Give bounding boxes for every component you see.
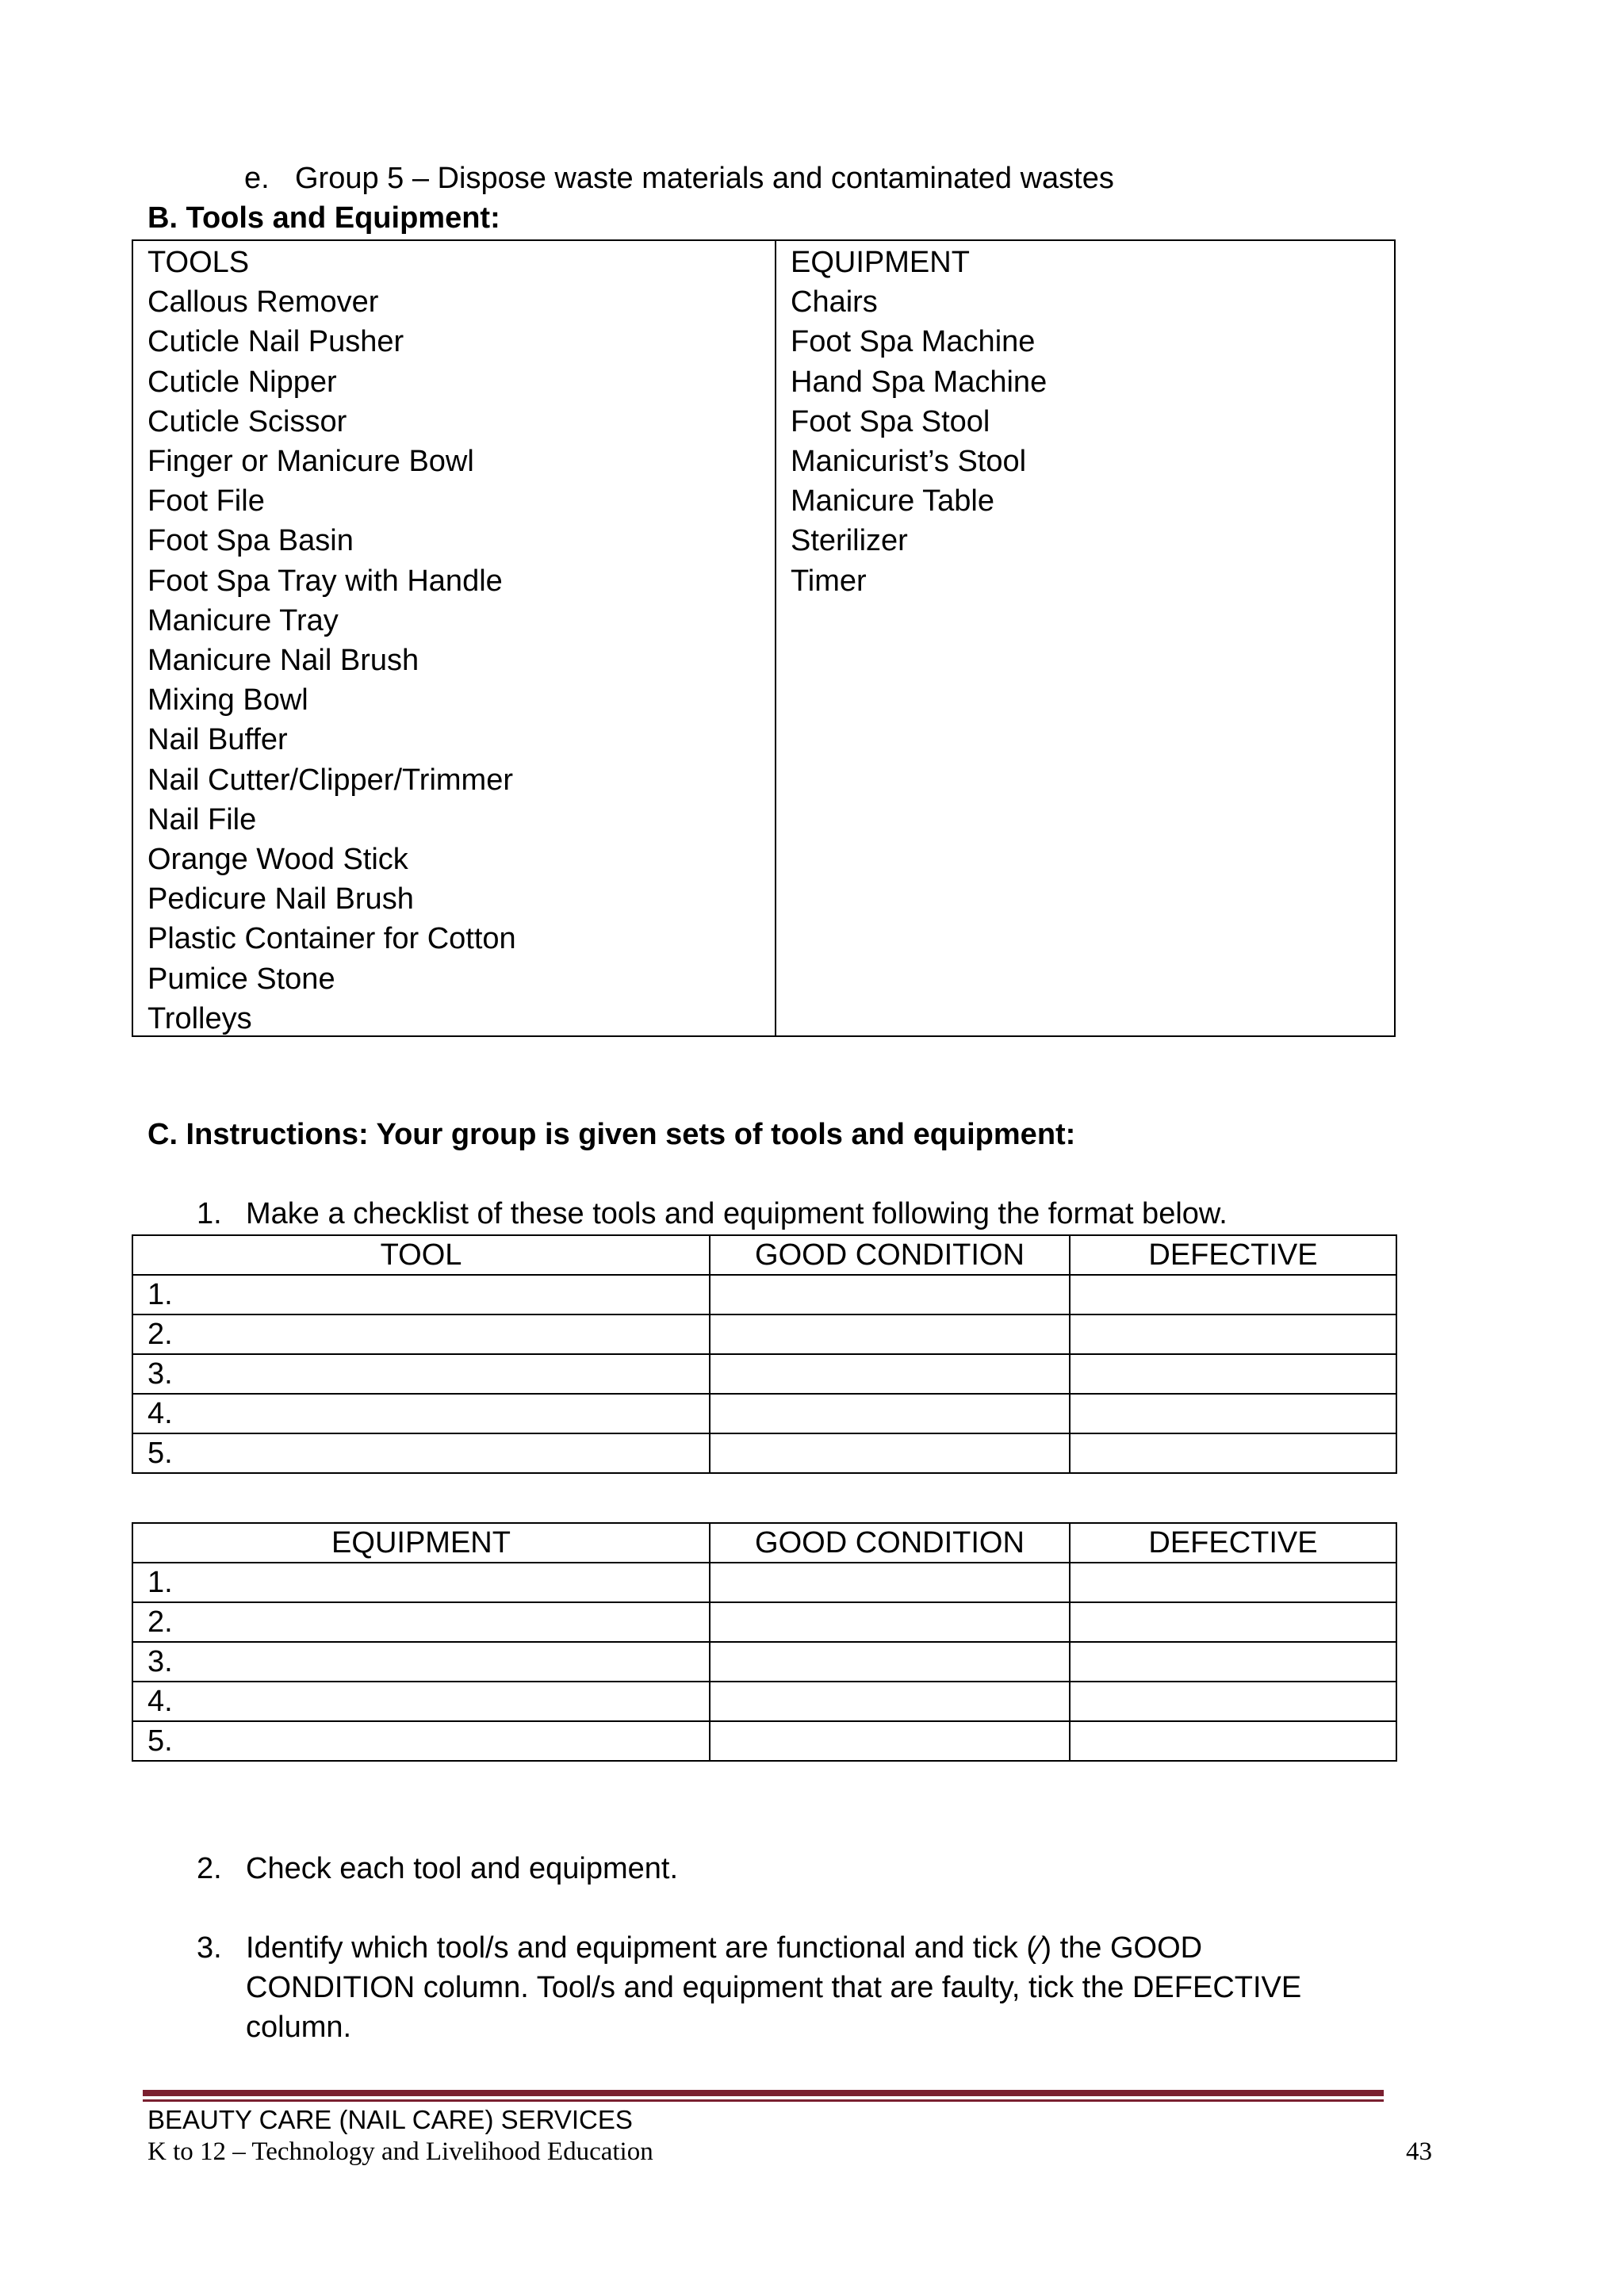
step1-text: Make a checklist of these tools and equipment following the format below. bbox=[246, 1197, 1228, 1230]
footer-subtitle: K to 12 – Technology and Livelihood Education bbox=[147, 2137, 653, 2166]
tool-item: Manicure Nail Brush bbox=[147, 644, 419, 678]
equipment-good-condition-cell[interactable] bbox=[710, 1602, 1070, 1642]
equipment-row-number: 2. bbox=[132, 1602, 710, 1642]
equipment-header-cell: GOOD CONDITION bbox=[710, 1523, 1070, 1563]
tool-defective-cell[interactable] bbox=[1070, 1354, 1396, 1394]
tool-row-number: 3. bbox=[132, 1354, 710, 1394]
tool-item: Cuticle Nipper bbox=[147, 365, 337, 399]
tool-item: Nail Buffer bbox=[147, 723, 288, 757]
equipment-row-number: 3. bbox=[132, 1642, 710, 1682]
tool-row-number: 2. bbox=[132, 1314, 710, 1354]
step2-number: 2. bbox=[197, 1852, 222, 1885]
tool-item: Pedicure Nail Brush bbox=[147, 882, 414, 916]
equipment-item: Hand Spa Machine bbox=[791, 365, 1048, 399]
step3-line2: CONDITION column. Tool/s and equipment that are faulty, tick the DEFECTIVE bbox=[246, 1971, 1302, 2004]
table-row bbox=[132, 1314, 1396, 1354]
step3-line3: column. bbox=[246, 2011, 352, 2044]
equipment-row-number: 1. bbox=[132, 1563, 710, 1602]
table-row bbox=[132, 1433, 1396, 1473]
tool-good-condition-cell[interactable] bbox=[710, 1354, 1070, 1394]
page-number: 43 bbox=[1406, 2137, 1432, 2166]
equipment-item: Sterilizer bbox=[791, 524, 908, 558]
tool-good-condition-cell[interactable] bbox=[710, 1275, 1070, 1314]
footer-title: BEAUTY CARE (NAIL CARE) SERVICES bbox=[147, 2105, 633, 2134]
tool-good-condition-cell[interactable] bbox=[710, 1314, 1070, 1354]
equipment-item: Chairs bbox=[791, 285, 878, 320]
tool-header-cell: DEFECTIVE bbox=[1070, 1235, 1396, 1275]
tool-item: Trolleys bbox=[147, 1001, 252, 1035]
footer-rule-thin bbox=[143, 2099, 1384, 2102]
tools-header: TOOLS bbox=[147, 246, 250, 279]
tool-item: Pumice Stone bbox=[147, 962, 335, 996]
table-row bbox=[132, 1275, 1396, 1314]
table-row bbox=[132, 1394, 1396, 1433]
equipment-header-cell: DEFECTIVE bbox=[1070, 1523, 1396, 1563]
tool-good-condition-cell[interactable] bbox=[710, 1394, 1070, 1433]
tool-row-number: 4. bbox=[132, 1394, 710, 1433]
equipment-good-condition-cell[interactable] bbox=[710, 1563, 1070, 1602]
tool-item: Nail Cutter/Clipper/Trimmer bbox=[147, 763, 513, 797]
equipment-item: Foot Spa Machine bbox=[791, 325, 1036, 359]
tool-item: Foot File bbox=[147, 484, 265, 519]
table-divider bbox=[775, 241, 776, 1035]
step2-text: Check each tool and equipment. bbox=[246, 1852, 679, 1885]
equipment-row-number: 4. bbox=[132, 1682, 710, 1721]
section-b-heading: B. Tools and Equipment: bbox=[147, 201, 500, 235]
footer-rule bbox=[143, 2090, 1384, 2096]
tool-header-cell: GOOD CONDITION bbox=[710, 1235, 1070, 1275]
tool-row-number: 1. bbox=[132, 1275, 710, 1314]
group5-item: Group 5 – Dispose waste materials and contaminated wastes bbox=[295, 162, 1114, 195]
table-row bbox=[132, 1354, 1396, 1394]
equipment-good-condition-cell[interactable] bbox=[710, 1721, 1070, 1761]
tool-checklist-table bbox=[132, 1234, 1397, 1474]
equipment-defective-cell[interactable] bbox=[1070, 1721, 1396, 1761]
equipment-defective-cell[interactable] bbox=[1070, 1602, 1396, 1642]
tool-item: Plastic Container for Cotton bbox=[147, 922, 516, 956]
step3-line1: Identify which tool/s and equipment are functional and tick (⁄) the GOOD bbox=[246, 1931, 1203, 1965]
table-row bbox=[132, 1642, 1396, 1682]
equipment-defective-cell[interactable] bbox=[1070, 1682, 1396, 1721]
equipment-header-cell: EQUIPMENT bbox=[132, 1523, 710, 1563]
equipment-item: Manicurist’s Stool bbox=[791, 445, 1027, 479]
tool-item: Foot Spa Basin bbox=[147, 524, 354, 558]
tools-equipment-table bbox=[132, 239, 1396, 1037]
step1-number: 1. bbox=[197, 1197, 222, 1230]
tool-item: Mixing Bowl bbox=[147, 683, 308, 718]
equipment-header: EQUIPMENT bbox=[791, 246, 970, 279]
table-row bbox=[132, 1563, 1396, 1602]
tool-defective-cell[interactable] bbox=[1070, 1433, 1396, 1473]
tools-column bbox=[147, 243, 516, 1039]
equipment-column bbox=[791, 243, 1047, 601]
tool-row-number: 5. bbox=[132, 1433, 710, 1473]
tool-defective-cell[interactable] bbox=[1070, 1394, 1396, 1433]
tool-item: Cuticle Scissor bbox=[147, 404, 347, 438]
tool-defective-cell[interactable] bbox=[1070, 1314, 1396, 1354]
table-row bbox=[132, 1682, 1396, 1721]
equipment-good-condition-cell[interactable] bbox=[710, 1682, 1070, 1721]
equipment-good-condition-cell[interactable] bbox=[710, 1642, 1070, 1682]
tool-item: Finger or Manicure Bowl bbox=[147, 445, 474, 479]
equipment-item: Manicure Table bbox=[791, 484, 995, 519]
equipment-defective-cell[interactable] bbox=[1070, 1563, 1396, 1602]
equipment-item: Foot Spa Stool bbox=[791, 404, 990, 438]
tool-item: Nail File bbox=[147, 802, 257, 836]
tool-item: Manicure Tray bbox=[147, 603, 339, 637]
tool-header-cell: TOOL bbox=[132, 1235, 710, 1275]
section-c-heading: C. Instructions: Your group is given sets of tools and equipment: bbox=[147, 1118, 1076, 1151]
tool-item: Foot Spa Tray with Handle bbox=[147, 564, 503, 598]
equipment-defective-cell[interactable] bbox=[1070, 1642, 1396, 1682]
tool-defective-cell[interactable] bbox=[1070, 1275, 1396, 1314]
table-row bbox=[132, 1602, 1396, 1642]
equipment-item: Timer bbox=[791, 564, 867, 598]
tool-item: Orange Wood Stick bbox=[147, 843, 408, 877]
tool-good-condition-cell[interactable] bbox=[710, 1433, 1070, 1473]
step3-number: 3. bbox=[197, 1931, 222, 1965]
equipment-row-number: 5. bbox=[132, 1721, 710, 1761]
list-marker-e: e. bbox=[244, 162, 270, 195]
equipment-checklist-table bbox=[132, 1522, 1397, 1762]
tool-item: Callous Remover bbox=[147, 285, 379, 320]
table-row bbox=[132, 1721, 1396, 1761]
tool-item: Cuticle Nail Pusher bbox=[147, 325, 404, 359]
